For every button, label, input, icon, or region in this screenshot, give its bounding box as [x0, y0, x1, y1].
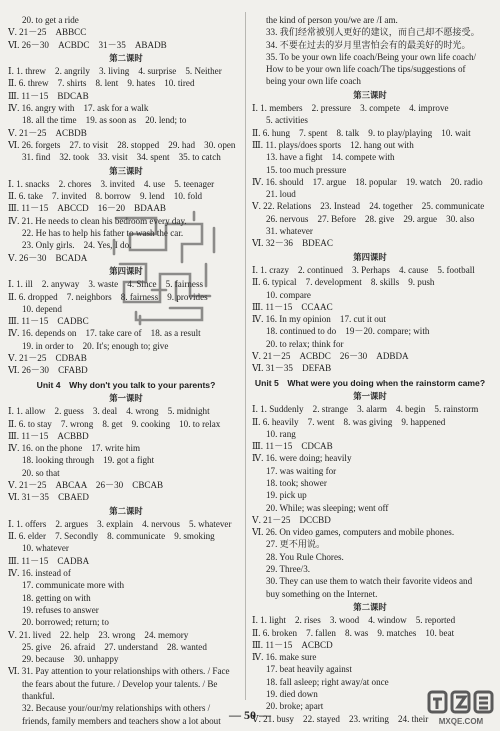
right-answer-line: Ⅰ. 1. crazy 2. continued 3. Perhaps 4. cause 5. football — [252, 264, 475, 275]
right-answer-line: 27. 更不用说。 — [266, 539, 326, 550]
right-answer-line: 18. fall asleep; right away/at once — [266, 676, 389, 687]
right-answer-line: Ⅰ. 1. members 2. pressure 3. compete 4. improve — [252, 103, 449, 114]
right-answer-line: Ⅲ. 11. plays/does sports 12. hang out with — [252, 139, 414, 150]
unit-heading: Unit 4 Why don't you talk to your parents? — [36, 379, 216, 390]
left-answer-line: 18. getting on with — [22, 592, 91, 603]
right-answer-line: 21. loud — [266, 189, 296, 200]
answer-circle-logo — [425, 689, 497, 729]
right-answer-line: 20. to relax; think for — [266, 338, 344, 349]
right-column — [252, 14, 488, 725]
left-answer-line: Ⅲ. 11－15 ACBBD — [8, 430, 89, 441]
left-answer-line: Ⅰ. 1. threw 2. angrily 3. living 4. surprise 5. Neither — [8, 66, 222, 77]
left-answer-line: Ⅰ. 1. snacks 2. chores 3. invited 4. use 5. teenager — [8, 178, 215, 189]
left-answer-line: Ⅵ. 31－35 CBAED — [8, 492, 89, 503]
left-answer-line: 32. Because your/our/my relationships with others / — [22, 703, 211, 714]
right-answer-line: the kind of person you/we are /I am. — [266, 15, 398, 25]
left-answer-line: Ⅱ. 6. threw 7. shirts 8. lent 9. hates 10. tired — [8, 78, 195, 89]
right-answer-line: 34. 不要在过去的岁月里害怕会有的最美好的时光。 — [266, 39, 471, 50]
left-answer-line: 25. give 26. afraid 27. understand 28. wanted — [22, 641, 207, 652]
right-answer-line: Ⅳ. 16. make sure — [252, 652, 317, 663]
right-answer-line: Ⅱ. 6. hung 7. spent 8. talk 9. to play/playing 10. wait — [252, 127, 471, 138]
lesson-heading: 第一课时 — [109, 392, 143, 403]
right-answer-line: Ⅵ. 26. On video games, computers and mobile phones. — [252, 527, 455, 538]
left-answer-line: Ⅲ. 11－15 CADBC — [8, 316, 89, 327]
right-answer-line: 18. took; shower — [266, 477, 327, 488]
left-answer-line: Ⅴ. 26－30 BCADA — [8, 252, 88, 263]
right-answer-line: 10. rang — [266, 428, 296, 439]
right-answer-line: Ⅴ. 21－25 ACBDC 26－30 ADBDA — [252, 351, 409, 362]
left-answer-line: thankful. — [22, 691, 55, 702]
left-answer-line: Ⅲ. 11－15 BDCAB — [8, 90, 89, 101]
left-answer-line: Ⅰ. 1. allow 2. guess 3. deal 4. wrong 5. midnight — [8, 406, 210, 417]
right-answer-line: being your own life coach — [266, 76, 361, 87]
right-answer-line: Ⅵ. 31－35 DEFAB — [252, 363, 332, 374]
left-answer-line: 18. looking through 19. got a fight — [22, 455, 155, 466]
lesson-heading: 第二课时 — [109, 505, 143, 516]
left-answer-line: Ⅴ. 21. lived 22. help 23. wrong 24. memory — [8, 629, 189, 640]
left-answer-line: 22. He has to help his father to wash the car. — [22, 228, 184, 239]
left-answer-line: 20. to get a ride — [22, 15, 79, 25]
left-answer-line: Ⅴ. 21－25 CDBAB — [8, 353, 87, 364]
left-answer-line: Ⅱ. 6. elder 7. Secondly 8. communicate 9. smoking — [8, 531, 215, 542]
right-answer-line: 10. compare — [266, 289, 311, 300]
right-answer-line: Ⅲ. 11－15 ACBCD — [252, 639, 333, 650]
right-answer-line: Ⅳ. 16. In my opinion 17. cut it out — [252, 314, 386, 325]
left-answer-line: Ⅳ. 16. depends on 17. take care of 18. as a result — [8, 328, 201, 339]
left-answer-line: friends, family members and teachers show a lot about — [22, 715, 221, 726]
right-answer-line: Ⅱ. 6. broken 7. fallen 8. was 9. matches 10. beat — [252, 627, 455, 638]
left-answer-line: 31. find 32. took 33. visit 34. spent 35. to catch — [22, 152, 221, 163]
left-answer-line: Ⅴ. 21－25 ABBCC — [8, 27, 87, 38]
lesson-heading: 第二课时 — [353, 601, 387, 612]
lesson-heading: 第二课时 — [109, 52, 143, 63]
right-answer-line: 20. While; was sleeping; went off — [266, 502, 389, 513]
left-answer-line: Ⅴ. 21－25 ACBDB — [8, 127, 87, 138]
right-answer-line: 5. activities — [266, 115, 308, 126]
left-answer-line: Ⅳ. 16. on the phone 17. write him — [8, 443, 141, 454]
left-answer-line: 23. Only girls. 24. Yes, I do. — [22, 240, 132, 251]
left-answer-line: Ⅵ. 26－30 ACBDC 31－35 ABADB — [8, 39, 167, 50]
left-answer-line: Ⅳ. 16. angry with 17. ask for a walk — [8, 103, 149, 114]
left-answer-line: 10. whatever — [22, 543, 69, 554]
left-answer-line: 29. because 30. unhappy — [22, 654, 119, 665]
right-answer-line: 17. was waiting for — [266, 465, 337, 476]
left-answer-line: Ⅳ. 21. He needs to clean his bedroom every day. — [8, 215, 187, 226]
left-answer-line: Ⅳ. 16. instead of — [8, 568, 71, 579]
right-answer-line: Ⅴ. 22. Relations 23. Instead 24. together 25. communicate — [252, 201, 485, 212]
right-answer-line: Ⅲ. 11－15 CCAAC — [252, 301, 333, 312]
right-answer-line: 35. To be your own life coach/Being your own life coach/ — [266, 51, 477, 62]
left-answer-line: 19. in order to 20. It's; enough to; give — [22, 340, 169, 351]
left-answer-line: Ⅱ. 6. take 7. invited 8. borrow 9. lend 10. fold — [8, 191, 203, 202]
right-answer-line: Ⅵ. 32－36 BDEAC — [252, 238, 333, 249]
left-answer-line: the fears about the future. / Develop your talents. / Be — [22, 678, 218, 689]
right-answer-line: Ⅱ. 6. typical 7. development 8. skills 9. push — [252, 277, 435, 288]
right-answer-line: Ⅳ. 16. should 17. argue 18. popular 19. watch 20. radio — [252, 176, 483, 187]
right-answer-line: 28. You Rule Chores. — [266, 551, 344, 562]
left-answer-line: 17. communicate more with — [22, 580, 125, 591]
right-answer-line: Ⅰ. 1. light 2. rises 3. wood 4. window 5. reported — [252, 615, 456, 626]
right-answer-line: Ⅴ. 21. busy 22. stayed 23. writing 24. their — [252, 713, 429, 724]
right-answer-line: 19. died down — [266, 689, 318, 700]
left-answer-line: Ⅲ. 11－15 ABCCD 16－20 BDAAB — [8, 203, 166, 214]
lesson-heading: 第三课时 — [109, 165, 143, 176]
right-answer-line: Ⅰ. 1. Suddenly 2. strange 3. alarm 4. begin 5. rainstorm — [252, 404, 479, 415]
left-answer-line: Ⅱ. 6. to stay 7. wrong 8. get 9. cooking 10. to relax — [8, 418, 221, 429]
lesson-heading: 第四课时 — [109, 265, 143, 276]
right-answer-line: 19. pick up — [266, 490, 307, 501]
right-answer-line: Ⅴ. 21－25 DCCBD — [252, 514, 331, 525]
left-answer-line: 10. depend — [22, 303, 62, 314]
right-answer-line: Ⅲ. 11－15 CDCAB — [252, 441, 333, 452]
right-answer-line: buy something on the Internet. — [266, 588, 378, 599]
left-column — [8, 14, 244, 727]
left-answer-line: Ⅰ. 1. ill 2. anyway 3. waste 4. Since 5. fairness — [8, 279, 204, 290]
left-answer-line: Ⅴ. 21－25 ABCAA 26－30 CBCAB — [8, 479, 164, 490]
left-answer-line: 18. all the time 19. as soon as 20. lend; to — [22, 115, 187, 126]
column-divider — [245, 12, 246, 700]
right-answer-line: 17. beat heavily against — [266, 664, 352, 675]
lesson-heading: 第四课时 — [353, 251, 387, 262]
lesson-heading: 第三课时 — [353, 89, 387, 100]
right-answer-line: 29. Three/3. — [266, 564, 311, 575]
left-answer-line: Ⅵ. 31. Pay attention to your relationships with others. / Face — [8, 666, 230, 677]
right-answer-line: 30. They can use them to watch their favorite videos and — [266, 576, 473, 587]
right-answer-line: 31. whatever — [266, 226, 313, 237]
unit-heading: Unit 5 What were you doing when the rainstorm came? — [254, 377, 486, 388]
right-answer-line: 26. nervous 27. Before 28. give 29. argue 30. also — [266, 213, 475, 224]
maze-watermark — [106, 204, 224, 328]
left-answer-line: Ⅲ. 11－15 CADBA — [8, 555, 90, 566]
right-answer-line: 20. broke; apart — [266, 701, 324, 712]
right-answer-line: 13. have a fight 14. compete with — [266, 152, 395, 163]
left-answer-line: Ⅵ. 26. forgets 27. to visit 28. stopped 29. had 30. open — [8, 139, 236, 150]
left-answer-line: 20. so that — [22, 467, 60, 478]
left-answer-line: 20. borrowed; return; to — [22, 617, 109, 628]
right-answer-line: Ⅳ. 16. were doing; heavily — [252, 453, 352, 464]
right-answer-line: How to be your own life coach/The tips/suggestions of — [266, 64, 466, 75]
lesson-heading: 第一课时 — [353, 390, 387, 401]
left-answer-line: Ⅱ. 6. dropped 7. neighbors 8. fairness 9. provides — [8, 291, 208, 302]
right-answer-line: 33. 我们经常被别人更好的建议，而自己却不愿接受。 — [266, 27, 480, 38]
right-answer-line: Ⅱ. 6. heavily 7. went 8. was giving 9. happened — [252, 416, 446, 427]
left-answer-line: Ⅵ. 26－30 CFABD — [8, 365, 88, 376]
right-answer-line: 18. continued to do 19－20. compare; with — [266, 326, 430, 337]
left-answer-line: Ⅰ. 1. offers 2. argues 3. explain 4. nervous 5. whatever — [8, 518, 232, 529]
page-number: — 50 — — [229, 708, 271, 722]
left-answer-line: 19. refuses to answer — [22, 604, 99, 615]
right-answer-line: 15. too much pressure — [266, 164, 347, 175]
svg-text:MXQE.COM: MXQE.COM — [438, 717, 484, 726]
